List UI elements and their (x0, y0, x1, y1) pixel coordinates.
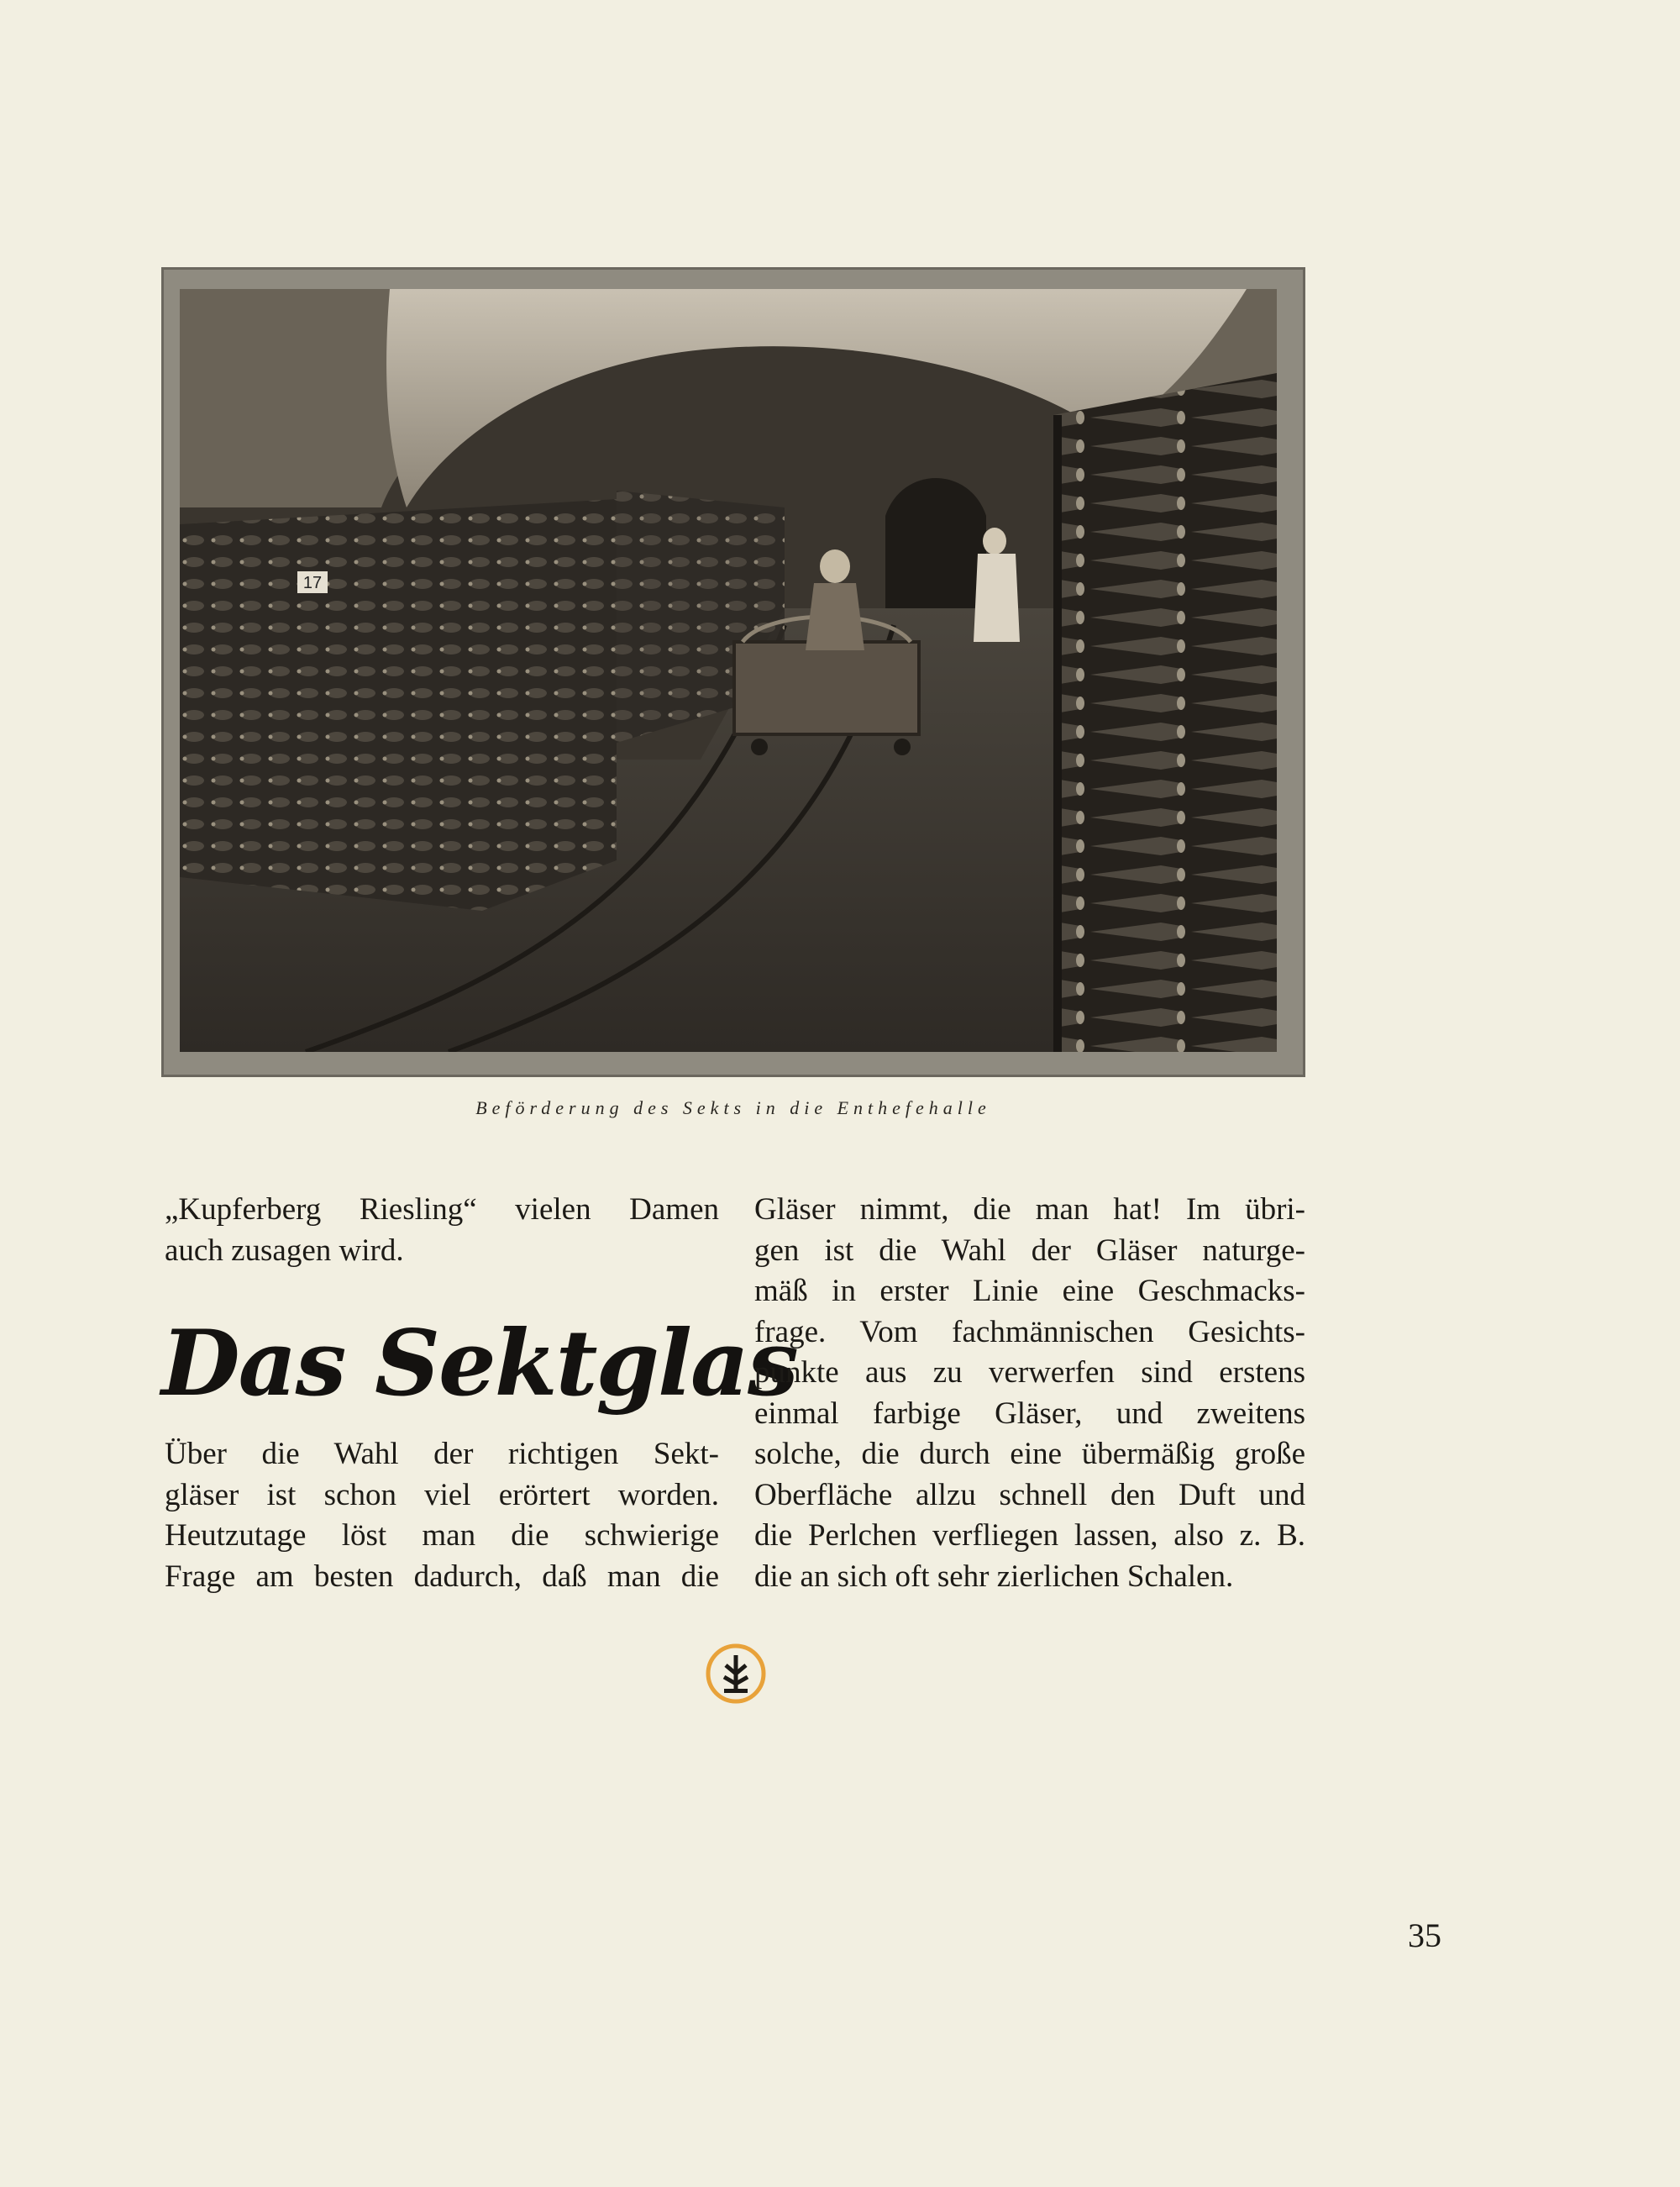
text-line: „Kupferberg Riesling“ vielen Damen (165, 1192, 719, 1227)
text-line: Über die Wahl der richtigen Sekt- (165, 1437, 719, 1471)
text-line: punkte aus zu verwerfen sind erstens (754, 1355, 1305, 1390)
text-line: Heutzutage löst man die schwierige (165, 1518, 719, 1553)
kupferberg-logo-icon (706, 1643, 766, 1704)
text-line: auch zusagen wird. (165, 1233, 404, 1268)
text-line: gen ist die Wahl der Gläser naturge- (754, 1233, 1305, 1268)
text-line: frage. Vom fachmännischen Gesichts- (754, 1314, 1305, 1349)
photo-caption: Beförderung des Sekts in die Enthefehalle (475, 1097, 991, 1118)
photo-plate (161, 267, 1305, 1077)
text-line: Frage am besten dadurch, daß man die (165, 1559, 719, 1594)
left-column (165, 1190, 719, 1271)
left-column-body (165, 1434, 719, 1597)
text-line: solche, die durch eine übermäßig große (754, 1437, 1305, 1471)
text-line: mäß in erster Linie eine Geschmacks- (754, 1274, 1305, 1308)
section-heading-text: Das Sektglas (161, 1311, 797, 1417)
text-line: einmal farbige Gläser, und zweitens (754, 1396, 1305, 1431)
cellar-photo (180, 289, 1277, 1052)
text-line: die an sich oft sehr zierlichen Schalen. (754, 1559, 1234, 1594)
text-line: Oberfläche allzu schnell den Duft und (754, 1477, 1305, 1512)
right-column (754, 1190, 1305, 1597)
text-line: Gläser nimmt, die man hat! Im übri- (754, 1192, 1305, 1227)
rack-sign-label: 17 (302, 574, 323, 592)
text-line: die Perlchen verfliegen lassen, also z. B. (754, 1518, 1305, 1553)
page-number: 35 (1408, 1916, 1441, 1954)
text-line: gläser ist schon viel erörtert worden. (165, 1477, 719, 1512)
section-heading (161, 1301, 797, 1427)
